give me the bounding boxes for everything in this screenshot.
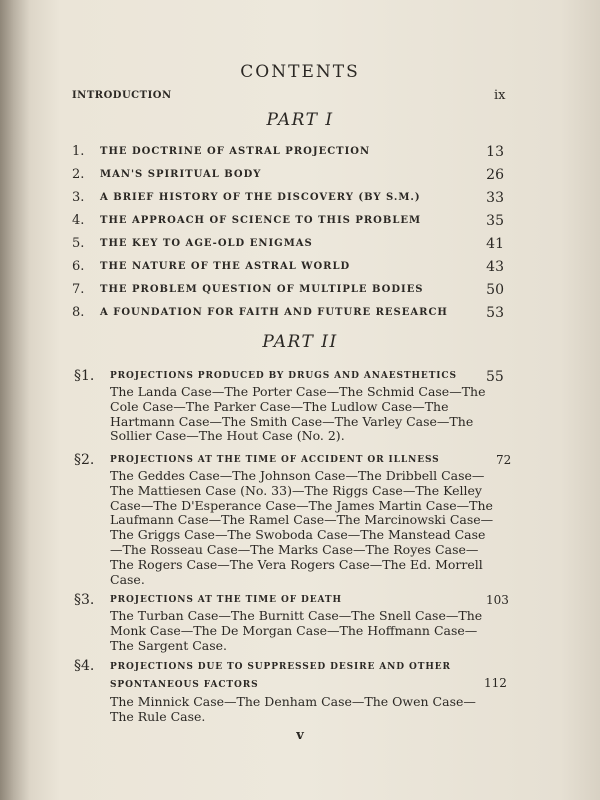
chapter-row xyxy=(0,213,600,233)
chapter-number: 8. xyxy=(72,305,85,320)
section-number: §3. xyxy=(74,592,95,608)
chapter-number: 3. xyxy=(72,190,85,205)
chapter-title: A FOUNDATION FOR FAITH AND FUTURE RESEARCH xyxy=(100,307,448,318)
chapter-page: 50 xyxy=(486,282,504,298)
section-title: PROJECTIONS AT THE TIME OF DEATH xyxy=(110,595,342,605)
contents-title: CONTENTS xyxy=(240,62,360,82)
chapter-number: 1. xyxy=(72,144,85,159)
chapter-page: 41 xyxy=(486,236,504,252)
chapter-row xyxy=(0,167,600,187)
chapter-number: 6. xyxy=(72,259,85,274)
section-page: 72 xyxy=(496,453,512,467)
chapter-number: 4. xyxy=(72,213,85,228)
chapter-title: MAN'S SPIRITUAL BODY xyxy=(100,169,262,180)
chapter-row xyxy=(0,144,600,164)
section-title: PROJECTIONS DUE TO SUPPRESSED DESIRE AND OTHER SPONTANEOUS FACTORS xyxy=(110,662,451,690)
section-page: 55 xyxy=(486,369,504,385)
chapter-row xyxy=(0,305,600,325)
chapter-title: THE PROBLEM QUESTION OF MULTIPLE BODIES xyxy=(100,284,424,295)
section-cases: The Geddes Case—The Johnson Case—The Dribbell Case—The Mattiesen Case (No. 33)—The Riggs Case—The Kelley Case—The D'Esperance Case—The James Martin Case—The Laufmann Case—The Ramel Case—The Marcinowski Case—The Griggs Case—The Swoboda Case—The Manstead Case—The Rosseau Case—The Marks Case—The Royes Case—The Rogers Case—The Vera Rogers Case—The Ed. Morrell Case. xyxy=(110,468,494,587)
chapter-page: 53 xyxy=(486,305,504,321)
chapter-title: THE NATURE OF THE ASTRAL WORLD xyxy=(100,261,351,272)
section-number: §1. xyxy=(74,368,95,384)
chapter-page: 13 xyxy=(486,144,504,160)
chapter-row xyxy=(0,282,600,302)
section-4 xyxy=(0,654,600,734)
section-3 xyxy=(0,586,600,656)
chapter-row xyxy=(0,190,600,210)
chapter-title: THE DOCTRINE OF ASTRAL PROJECTION xyxy=(100,146,371,157)
chapter-number: 2. xyxy=(72,167,85,182)
section-page: 112 xyxy=(484,676,507,690)
chapter-page: 33 xyxy=(486,190,504,206)
section-page: 103 xyxy=(486,593,509,607)
section-title: PROJECTIONS AT THE TIME OF ACCIDENT OR ILLNESS xyxy=(110,455,440,465)
page-number: v xyxy=(296,728,304,743)
section-1 xyxy=(0,362,600,442)
chapter-row xyxy=(0,236,600,256)
introduction-label: INTRODUCTION xyxy=(72,90,172,101)
section-title: PROJECTIONS PRODUCED BY DRUGS AND ANAESTHETICS xyxy=(110,371,457,381)
chapter-page: 35 xyxy=(486,213,504,229)
section-cases: The Landa Case—The Porter Case—The Schmid Case—The Cole Case—The Parker Case—The Ludlow Case—The Hartmann Case—The Smith Case—The Varley Case—The Sollier Case—The Hout Case (No. 2). xyxy=(110,384,486,444)
chapter-row xyxy=(0,259,600,279)
part-1-heading: PART I xyxy=(266,110,334,130)
chapter-number: 7. xyxy=(72,282,85,297)
section-number: §2. xyxy=(74,452,95,468)
chapter-title: THE KEY TO AGE-OLD ENIGMAS xyxy=(100,238,313,249)
chapter-page: 26 xyxy=(486,167,504,183)
section-cases: The Minnick Case—The Denham Case—The Owen Case—The Rule Case. xyxy=(110,694,476,724)
section-number: §4. xyxy=(74,658,95,674)
introduction-page: ix xyxy=(494,88,506,103)
section-cases: The Turban Case—The Burnitt Case—The Snell Case—The Monk Case—The De Morgan Case—The Hoffmann Case—The Sargent Case. xyxy=(110,608,483,653)
part-2-heading: PART II xyxy=(262,332,338,352)
chapter-page: 43 xyxy=(486,259,504,275)
chapter-title: A BRIEF HISTORY OF THE DISCOVERY (BY S.M.) xyxy=(100,192,421,203)
chapter-title: THE APPROACH OF SCIENCE TO THIS PROBLEM xyxy=(100,215,422,226)
section-2 xyxy=(0,446,600,586)
chapter-number: 5. xyxy=(72,236,85,251)
